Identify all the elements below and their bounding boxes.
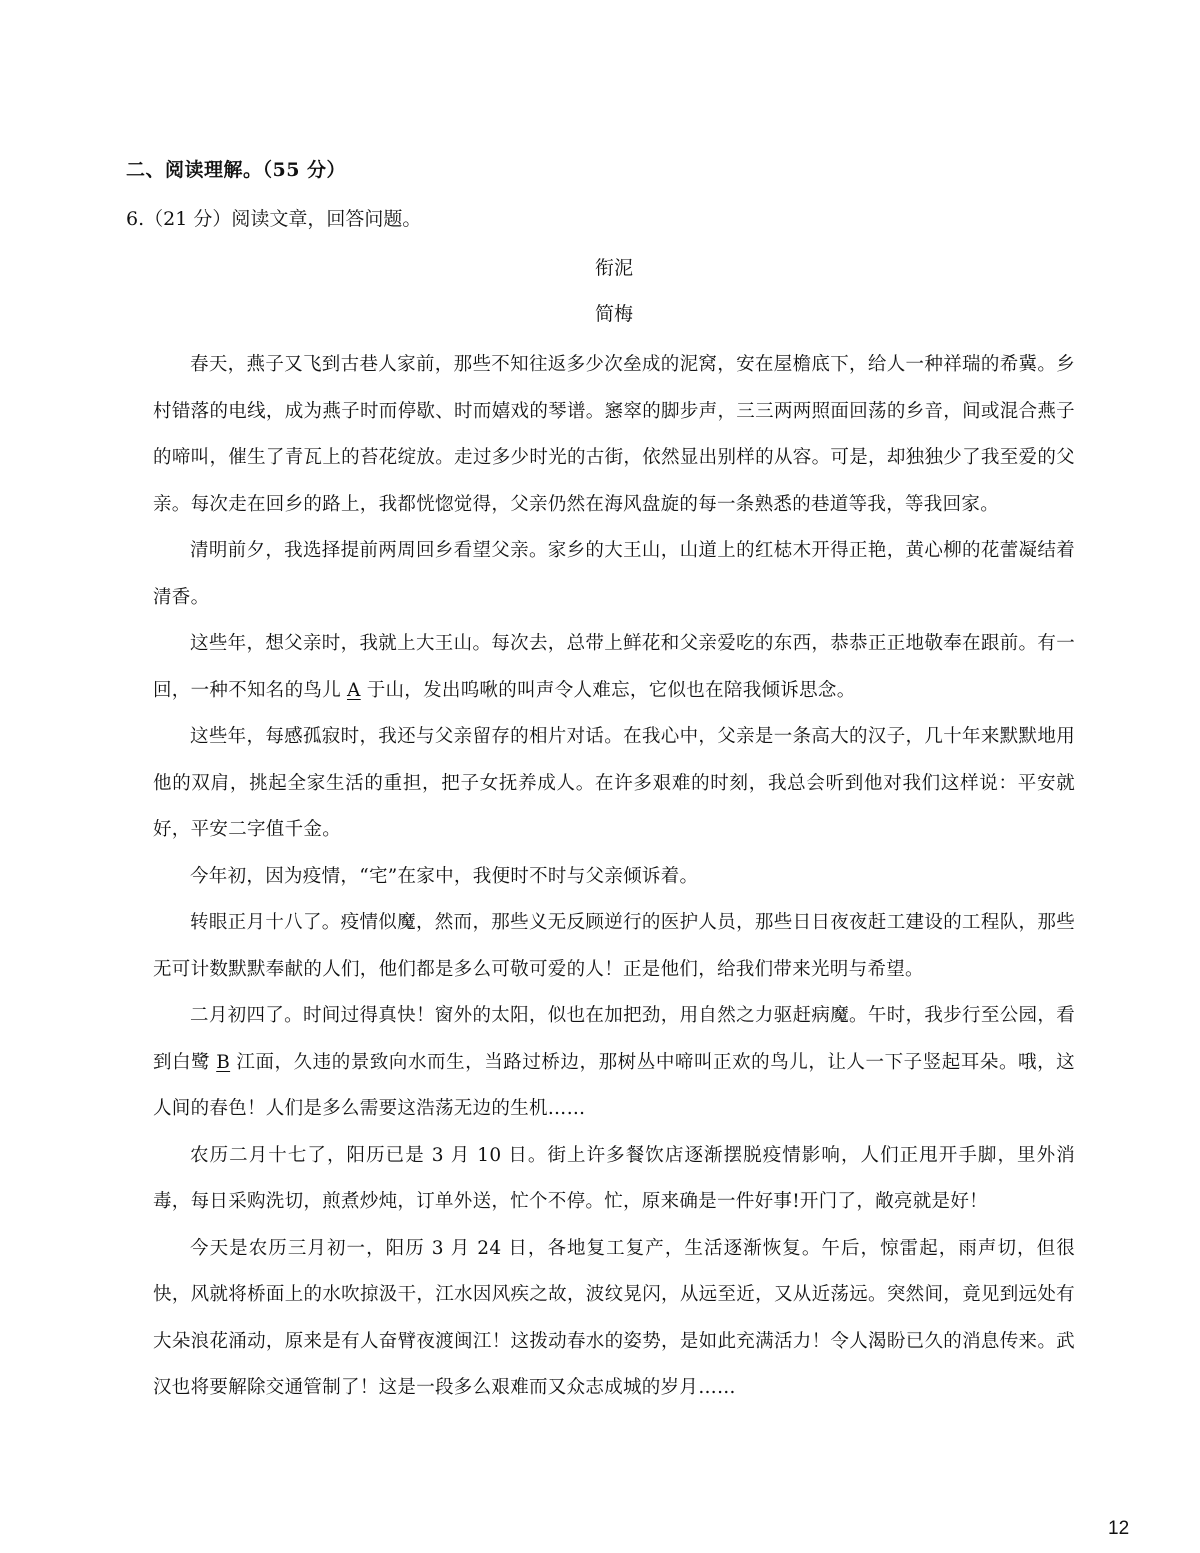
article-author: 简梅 xyxy=(594,303,633,325)
section-heading: 二、阅读理解。（55 分） xyxy=(126,159,347,181)
page-number: 12 xyxy=(1108,1518,1130,1539)
paragraph-2: 清明前夕，我选择提前两周回乡看望父亲。家乡的大王山，山道上的红梽木开得正艳，黄心柳的花蕾凝结着清香。 xyxy=(153,540,1075,608)
paragraph-5: 今年初，因为疫情，“宅”在家中，我便时不时与父亲倾诉着。 xyxy=(190,865,699,887)
paragraph-9: 今天是农历三月初一，阳历 3 月 24 日，各地复工复产，生活逐渐恢复。午后，惊雷起，雨声切，但很快，风就将桥面上的水吹掠汲干，江水因风疾之故，波纹晃闪，从远至近，又从近荡远。突然间，竟见到远处有大朵浪花涌动，原来是有人奋臂夜渡闽江！这拨动春水的姿势，是如此充满活力！令人渴盼已久的消息传来。武汉也将要解除交通管制了！这是一段多么艰难而又众志成城的岁月…… xyxy=(153,1237,1075,1398)
article-title: 衔泥 xyxy=(594,257,633,279)
blank-b: B xyxy=(216,1051,231,1073)
paragraph-3 xyxy=(153,621,1075,714)
article-body xyxy=(153,342,1075,1412)
paragraph-7-text-after: 江面，久违的景致向水而生，当路过桥边，那树丛中啼叫正欢的鸟儿，让人一下子竖起耳朵。哦，这人间的春色！人们是多么需要这浩荡无边的生机…… xyxy=(153,1051,1075,1119)
blank-a: A xyxy=(347,679,361,701)
paragraph-7-text-before: 二月初四了。时间过得真快！窗外的太阳，似也在加把劲，用自然之力驱赶病魔。午时，我步行至公园，看到白鹭 xyxy=(153,1005,1075,1073)
paragraph-6: 转眼正月十八了。疫情似魔，然而，那些义无反顾逆行的医护人员，那些日日夜夜赶工建设的工程队，那些无可计数默默奉献的人们，他们都是多么可敬可爱的人！正是他们，给我们带来光明与希望。 xyxy=(153,912,1075,980)
paragraph-3-text-after: 于山，发出呜啾的叫声令人难忘，它似也在陪我倾诉思念。 xyxy=(366,679,856,701)
paragraph-4: 这些年，每感孤寂时，我还与父亲留存的相片对话。在我心中，父亲是一条高大的汉子，几十年来默默地用他的双肩，挑起全家生活的重担，把子女抚养成人。在许多艰难的时刻，我总会听到他对我们这样说：平安就好，平安二字值千金。 xyxy=(153,726,1075,840)
paragraph-3-text-before: 这些年，想父亲时，我就上大王山。每次去，总带上鲜花和父亲爱吃的东西，恭恭正正地敬奉在跟前。有一回，一种不知名的鸟儿 xyxy=(153,633,1075,701)
question-prompt: 6.（21 分）阅读文章，回答问题。 xyxy=(126,208,422,230)
paragraph-7 xyxy=(153,993,1075,1133)
paragraph-1: 春天，燕子又飞到古巷人家前，那些不知往返多少次垒成的泥窝，安在屋檐底下，给人一种祥瑞的希冀。乡村错落的电线，成为燕子时而停歇、时而嬉戏的琴谱。窸窣的脚步声，三三两两照面回荡的乡音，间或混合燕子的啼叫，催生了青瓦上的苔花绽放。走过多少时光的古街，依然显出别样的从容。可是，却独独少了我至爱的父亲。每次走在回乡的路上，我都恍惚觉得，父亲仍然在海风盘旋的每一条熟悉的巷道等我，等我回家。 xyxy=(153,354,1075,515)
paragraph-8: 农历二月十七了，阳历已是 3 月 10 日。街上许多餐饮店逐渐摆脱疫情影响，人们正甩开手脚，里外消毒，每日采购洗切，煎煮炒炖，订单外送，忙个不停。忙，原来确是一件好事!开门了，敞亮就是好！ xyxy=(153,1144,1075,1212)
